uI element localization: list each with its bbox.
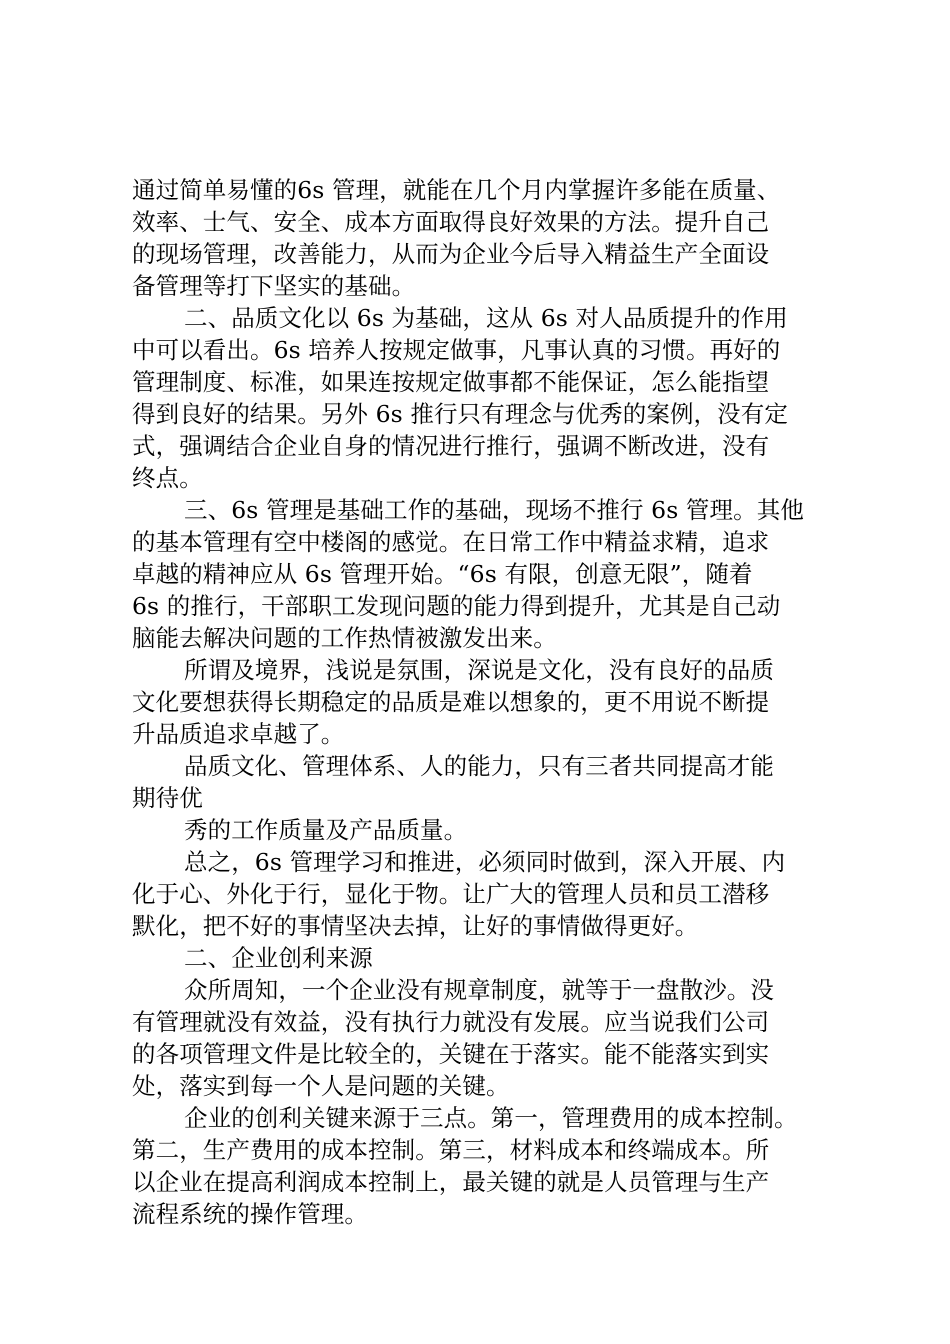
text-line: 的基本管理有空中楼阁的感觉。在日常工作中精益求精，追求 bbox=[132, 528, 770, 556]
section-heading: 二、企业创利来源 bbox=[184, 944, 373, 972]
text-line: 管理制度、标准，如果连按规定做事都不能保证，怎么能指望 bbox=[132, 368, 770, 396]
paragraph-first-line: 总之，6s 管理学习和推进，必须同时做到，深入开展、内 bbox=[184, 848, 786, 876]
text-line: 通过简单易懂的6s 管理，就能在几个月内掌握许多能在质量、 bbox=[132, 176, 781, 204]
paragraph-first-line: 二、品质文化以 6s 为基础，这从 6s 对人品质提升的作用 bbox=[184, 304, 788, 332]
text-line: 以企业在提高利润成本控制上，最关键的就是人员管理与生产 bbox=[132, 1168, 770, 1196]
text-line: 6s 的推行，干部职工发现问题的能力得到提升，尤其是自己动 bbox=[132, 592, 781, 620]
text-line: 处，落实到每一个人是问题的关键。 bbox=[132, 1072, 510, 1100]
text-line: 第二，生产费用的成本控制。第三，材料成本和终端成本。所 bbox=[132, 1136, 770, 1164]
text-line: 卓越的精神应从 6s 管理开始。“6s 有限，创意无限”，随着 bbox=[132, 560, 753, 588]
text-line: 流程系统的操作管理。 bbox=[132, 1200, 368, 1228]
paragraph-first-line: 众所周知，一个企业没有规章制度，就等于一盘散沙。没 bbox=[184, 976, 774, 1004]
paragraph-first-line: 品质文化、管理体系、人的能力，只有三者共同提高才能 bbox=[184, 752, 774, 780]
text-line: 升品质追求卓越了。 bbox=[132, 720, 345, 748]
paragraph-first-line: 企业的创利关键来源于三点。第一，管理费用的成本控制。 bbox=[184, 1104, 798, 1132]
text-line: 化于心、外化于行，显化于物。让广大的管理人员和员工潜移 bbox=[132, 880, 770, 908]
text-line: 的现场管理，改善能力，从而为企业今后导入精益生产全面设 bbox=[132, 240, 770, 268]
text-line: 中可以看出。6s 培养人按规定做事，凡事认真的习惯。再好的 bbox=[132, 336, 781, 364]
text-line: 式，强调结合企业自身的情况进行推行，强调不断改进，没有 bbox=[132, 432, 770, 460]
text-line: 默化，把不好的事情坚决去掉，让好的事情做得更好。 bbox=[132, 912, 699, 940]
paragraph-first-line: 所谓及境界，浅说是氛围，深说是文化，没有良好的品质 bbox=[184, 656, 774, 684]
text-line: 有管理就没有效益，没有执行力就没有发展。应当说我们公司 bbox=[132, 1008, 770, 1036]
text-line: 终点。 bbox=[132, 464, 203, 492]
text-line: 脑能去解决问题的工作热情被激发出来。 bbox=[132, 624, 557, 652]
text-line: 效率、士气、安全、成本方面取得良好效果的方法。提升自己 bbox=[132, 208, 770, 236]
text-line: 文化要想获得长期稳定的品质是难以想象的，更不用说不断提 bbox=[132, 688, 770, 716]
paragraph-first-line: 三、6s 管理是基础工作的基础，现场不推行 6s 管理。其他 bbox=[184, 496, 804, 524]
text-line: 期待优 bbox=[132, 784, 203, 812]
paragraph-first-line: 秀的工作质量及产品质量。 bbox=[184, 816, 468, 844]
text-line: 备管理等打下坚实的基础。 bbox=[132, 272, 416, 300]
text-line: 得到良好的结果。另外 6s 推行只有理念与优秀的案例，没有定 bbox=[132, 400, 788, 428]
text-line: 的各项管理文件是比较全的，关键在于落实。能不能落实到实 bbox=[132, 1040, 770, 1068]
